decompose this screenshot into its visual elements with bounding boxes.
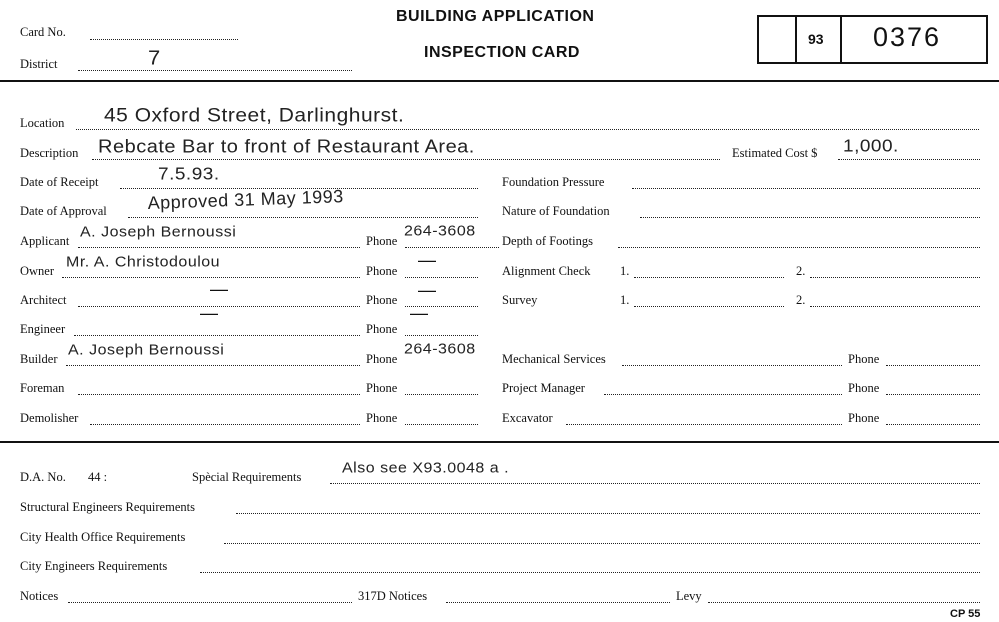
owner-field[interactable] [62, 277, 360, 278]
architect-phone-value: — [418, 280, 436, 300]
owner-label: Owner [20, 264, 55, 278]
card-no-label: Card No. [20, 25, 66, 39]
year-code: 93 [808, 31, 824, 47]
demolisher-phone-label: Phone [366, 411, 398, 425]
city-engineers-label: City Engineers Requirements [20, 559, 168, 573]
survey-num1: 1. [620, 293, 630, 307]
owner-phone-field[interactable] [405, 277, 478, 278]
nature-of-foundation-field[interactable] [640, 217, 980, 218]
description-value: Rebcate Bar to front of Restaurant Area. [98, 136, 475, 158]
divider-top [0, 80, 999, 82]
date-of-receipt-label: Date of Receipt [20, 175, 99, 189]
engineer-phone-label: Phone [366, 322, 398, 336]
foreman-label: Foreman [20, 381, 65, 395]
alignment-check-field-1[interactable] [634, 277, 784, 278]
owner-phone-value: — [418, 250, 436, 270]
alignment-check-field-2[interactable] [810, 277, 980, 278]
mechanical-services-phone-label: Phone [848, 352, 880, 366]
architect-phone-label: Phone [366, 293, 398, 307]
card-no-field[interactable] [90, 39, 238, 40]
demolisher-label: Demolisher [20, 411, 79, 425]
date-of-receipt-value: 7.5.93. [158, 164, 220, 185]
engineer-phone-value: — [410, 303, 428, 323]
box-divider-1 [795, 15, 797, 64]
foreman-phone-label: Phone [366, 381, 398, 395]
builder-field[interactable] [66, 365, 360, 366]
notices-label: Notices [20, 589, 59, 603]
foreman-phone-field[interactable] [405, 394, 478, 395]
date-of-approval-field[interactable] [128, 217, 478, 218]
applicant-label: Applicant [20, 234, 70, 248]
notices-317d-label: 317D Notices [358, 589, 428, 603]
survey-label: Survey [502, 293, 538, 307]
special-requirements-label: Spècial Requirements [192, 470, 302, 484]
estimated-cost-field[interactable] [838, 159, 980, 160]
survey-field-2[interactable] [810, 306, 980, 307]
demolisher-phone-field[interactable] [405, 424, 478, 425]
foundation-pressure-label: Foundation Pressure [502, 175, 605, 189]
date-of-approval-value: Approved 31 May 1993 [147, 186, 344, 214]
form-code: CP 55 [950, 608, 981, 620]
engineer-label: Engineer [20, 322, 66, 336]
builder-phone-label: Phone [366, 352, 398, 366]
builder-label: Builder [20, 352, 58, 366]
notices-field[interactable] [68, 602, 352, 603]
mechanical-services-phone-field[interactable] [886, 365, 980, 366]
excavator-phone-label: Phone [848, 411, 880, 425]
nature-of-foundation-label: Nature of Foundation [502, 204, 610, 218]
architect-label: Architect [20, 293, 67, 307]
district-label: District [20, 57, 58, 71]
city-health-field[interactable] [224, 543, 980, 544]
project-manager-phone-label: Phone [848, 381, 880, 395]
survey-field-1[interactable] [634, 306, 784, 307]
applicant-phone-value: 264-3608 [404, 223, 476, 240]
depth-of-footings-field[interactable] [618, 247, 980, 248]
city-health-label: City Health Office Requirements [20, 530, 186, 544]
mechanical-services-field[interactable] [622, 365, 842, 366]
depth-of-footings-label: Depth of Footings [502, 234, 593, 248]
demolisher-field[interactable] [90, 424, 360, 425]
divider-bottom [0, 441, 999, 443]
project-manager-label: Project Manager [502, 381, 585, 395]
alignment-check-num1: 1. [620, 264, 630, 278]
card-number: 0376 [873, 22, 942, 52]
levy-field[interactable] [708, 602, 980, 603]
notices-317d-field[interactable] [446, 602, 670, 603]
special-requirements-field[interactable] [330, 483, 980, 484]
location-value: 45 Oxford Street, Darlinghurst. [104, 104, 405, 127]
box-divider-2 [840, 15, 842, 64]
mechanical-services-label: Mechanical Services [502, 352, 606, 366]
date-of-approval-label: Date of Approval [20, 204, 107, 218]
alignment-check-num2: 2. [796, 264, 806, 278]
engineer-phone-field[interactable] [405, 335, 478, 336]
excavator-field[interactable] [566, 424, 842, 425]
owner-phone-label: Phone [366, 264, 398, 278]
builder-value: A. Joseph Bernoussi [68, 342, 225, 359]
da-no-value: 44 : [88, 470, 108, 484]
project-manager-phone-field[interactable] [886, 394, 980, 395]
architect-value: — [210, 279, 228, 299]
excavator-label: Excavator [502, 411, 553, 425]
builder-phone-value: 264-3608 [404, 341, 476, 358]
description-field[interactable] [92, 159, 720, 160]
location-label: Location [20, 116, 65, 130]
engineer-value: — [200, 303, 218, 323]
city-engineers-field[interactable] [200, 572, 980, 573]
applicant-value: A. Joseph Bernoussi [80, 224, 237, 241]
foreman-field[interactable] [78, 394, 360, 395]
special-requirements-value: Also see X93.0048 a . [342, 460, 510, 477]
architect-field[interactable] [78, 306, 360, 307]
district-field[interactable] [78, 70, 352, 71]
levy-label: Levy [676, 589, 702, 603]
estimated-cost-value: 1,000. [843, 136, 899, 157]
title-line2: INSPECTION CARD [424, 44, 580, 61]
description-label: Description [20, 146, 79, 160]
estimated-cost-label: Estimated Cost $ [732, 146, 818, 160]
foundation-pressure-field[interactable] [632, 188, 980, 189]
survey-num2: 2. [796, 293, 806, 307]
alignment-check-label: Alignment Check [502, 264, 591, 278]
applicant-phone-field[interactable] [405, 247, 499, 248]
owner-value: Mr. A. Christodoulou [66, 254, 221, 271]
title-line1: BUILDING APPLICATION [396, 8, 595, 25]
structural-label: Structural Engineers Requirements [20, 500, 195, 514]
da-no-label: D.A. No. [20, 470, 66, 484]
district-value: 7 [148, 46, 161, 70]
applicant-field[interactable] [78, 247, 360, 248]
excavator-phone-field[interactable] [886, 424, 980, 425]
structural-field[interactable] [236, 513, 980, 514]
engineer-field[interactable] [74, 335, 360, 336]
location-field[interactable] [76, 129, 979, 130]
project-manager-field[interactable] [604, 394, 842, 395]
applicant-phone-label: Phone [366, 234, 398, 248]
